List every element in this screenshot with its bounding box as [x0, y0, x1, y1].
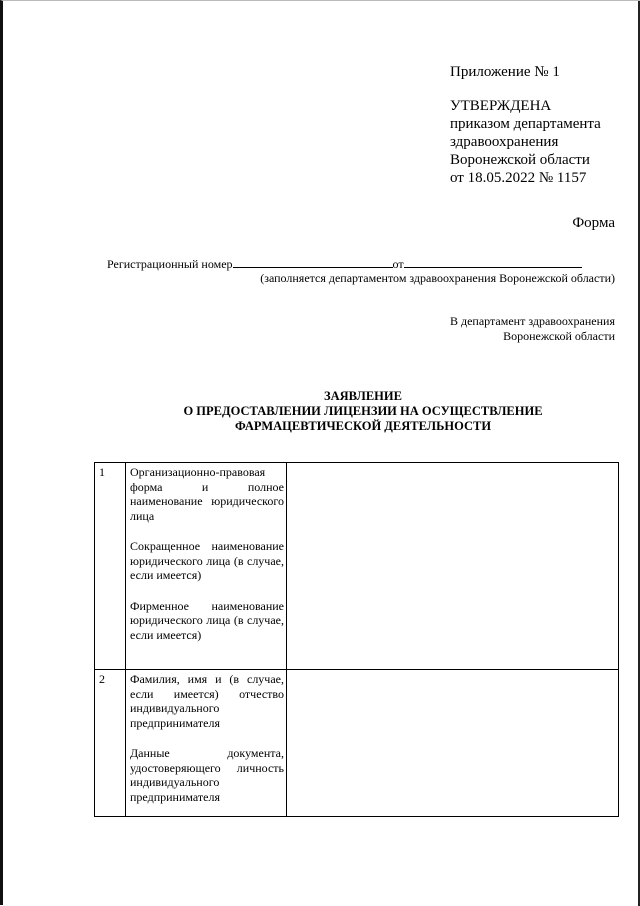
- addressee-line: В департамент здравоохранения: [449, 314, 615, 328]
- field-label: Данные документа, удостоверяющего личность индивидуального предпринимателя: [130, 746, 284, 804]
- field-label: Фамилия, имя и (в случае, если имеется) отчество индивидуального предпринимателя: [130, 672, 284, 730]
- row-value-cell[interactable]: [287, 670, 619, 817]
- approval-line: Воронежской области: [450, 152, 590, 168]
- appendix-number: Приложение № 1: [450, 64, 560, 80]
- title-line: ЗАЯВЛЕНИЕ: [324, 389, 402, 403]
- registration-label: Регистрационный номер: [107, 257, 233, 271]
- addressee-block: [450, 314, 615, 344]
- table-row: [95, 463, 619, 670]
- approval-line: от 18.05.2022 № 1157: [450, 170, 587, 186]
- field-label: Сокращенное наименование юридического лица (в случае, если имеется): [130, 539, 284, 582]
- approval-line: приказом департамента: [450, 116, 601, 132]
- row-value-cell[interactable]: [287, 463, 619, 670]
- registration-number-blank[interactable]: [233, 257, 393, 268]
- approval-line: здравоохранения: [450, 134, 559, 150]
- row-number: 1: [95, 463, 126, 670]
- registration-line: [107, 257, 582, 272]
- row-number: 2: [95, 670, 126, 817]
- approval-block: [450, 63, 601, 187]
- row-label-cell: [126, 463, 287, 670]
- form-label: Форма: [572, 215, 615, 231]
- table-row: [95, 670, 619, 817]
- registration-date-blank[interactable]: [404, 257, 582, 268]
- title-line: ФАРМАЦЕВТИЧЕСКОЙ ДЕЯТЕЛЬНОСТИ: [234, 419, 492, 433]
- title-line: О ПРЕДОСТАВЛЕНИИ ЛИЦЕНЗИИ НА ОСУЩЕСТВЛЕНИЕ: [183, 404, 543, 418]
- field-label: Фирменное наименование юридического лица (в случае, если имеется): [130, 598, 284, 642]
- registration-note: (заполняется департаментом здравоохранения Воронежской области): [260, 271, 615, 285]
- row-label-cell: [126, 670, 287, 817]
- application-table: [94, 462, 619, 817]
- registration-from-label: от: [392, 257, 404, 271]
- addressee-line: Воронежской области: [503, 329, 615, 343]
- field-label: Организационно-правовая форма и полное наименование юридического лица: [130, 465, 284, 523]
- document-title: [143, 389, 583, 434]
- approval-line: УТВЕРЖДЕНА: [450, 98, 552, 114]
